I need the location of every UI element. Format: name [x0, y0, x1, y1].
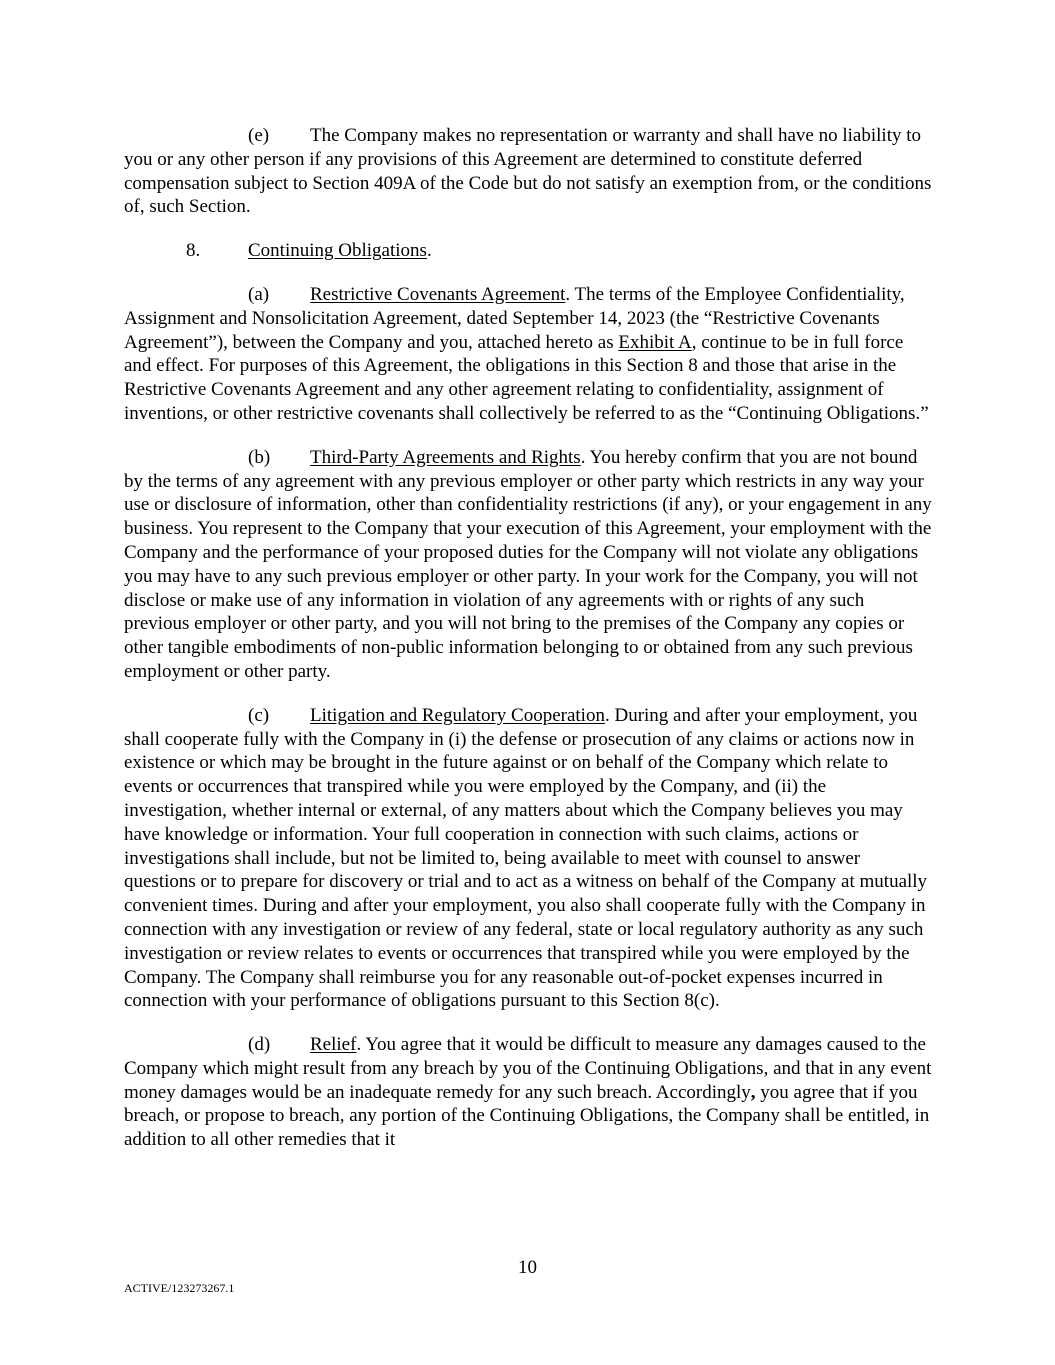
paragraph-8d [124, 1033, 932, 1152]
paragraph-text: . The terms of the Employee Confidentiality, Assignment and Nonsolicitation Agreement, dated September 14, 2023 (the “Restrictive Covenants Agreement”), between the Company and you, attached hereto as [124, 283, 905, 353]
paragraph-text: . You hereby confirm that you are not bound by the terms of any agreement with any previous employer or other party which restricts in any way your use or disclosure of information, other than confidentiality restrictions (if any), or your engagement in any business. You represent to the Company that your execution of this Agreement, your employment with the Company and the performance of your proposed duties for the Company will not violate any obligations you may have to any such previous employer or other party. In your work for the Company, you will not disclose or make use of any information in violation of any agreements with or rights of any such previous employer or other party, and you will not bring to the premises of the Company any copies or other tangible embodiments of non-public information belonging to or obtained from any such previous employment or other party. [124, 446, 932, 682]
paragraph-label: (c) [248, 704, 270, 726]
paragraph-8c [124, 704, 932, 1013]
paragraph-label: (a) [248, 283, 270, 305]
paragraph-title: Third-Party Agreements and Rights [310, 446, 581, 468]
paragraph-text: . You agree that it would be difficult to measure any damages caused to the Company which might result from any breach by you of the Continuing Obligations, and that in any event money damages would be an inadequate remedy for any such breach. Accordingly [124, 1034, 932, 1103]
paragraph-title: Restrictive Covenants Agreement [310, 283, 566, 305]
paragraph-text: , continue to be in full force and effect. For purposes of this Agreement, the obligations in this Section 8 and those that arise in the Restrictive Covenants Agreement and any other agreement relating to confidentiality, assignment of inventions, or other restrictive covenants shall collectively be referred to as the “Continuing Obligations.” [124, 331, 929, 424]
paragraph-label: (e) [248, 125, 270, 146]
paragraph-text: . During and after your employment, you shall cooperate fully with the Company in (i) the defense or prosecution of any claims or actions now in existence or which may be brought in the future against or on behalf of the Company which relate to events or occurrences that transpired while you were employed by the Company, and (ii) the investigation, whether internal or external, of any matters about which the Company believes you may have knowledge or information. Your full cooperation in connection with such claims, actions or investigations shall include, but not be limited to, being available to meet with counsel to answer questions or to prepare for discovery or trial and to act as a witness on behalf of the Company at mutually convenient times. During and after your employment, you also shall cooperate fully with the Company in connection with any investigation or review of any federal, state or local regulatory authority as any such investigation or review relates to events or occurrences that transpired while you were employed by the Company. The Company shall reimburse you for any reasonable out-of-pocket expenses incurred in connection with your performance of obligations pursuant to this Section 8(c). [124, 704, 928, 1012]
paragraph-label: (b) [248, 446, 271, 468]
paragraph-title: Relief [310, 1034, 357, 1056]
paragraph-text: The Company makes no representation or warranty and shall have no liability to you or any other person if any provisions of this Agreement are determined to constitute deferred compensation subject to Section 409A of the Code but do not satisfy an exemption from, or the conditions of, such Section. [124, 125, 932, 218]
paragraph-8b [124, 446, 932, 684]
paragraph-7e [124, 124, 932, 219]
paragraph-8a [124, 283, 932, 426]
page-number: 10 [518, 1257, 537, 1278]
bold-comma: , [750, 1081, 756, 1103]
paragraph-title: Litigation and Regulatory Cooperation [310, 704, 605, 726]
section-8-heading [124, 239, 932, 263]
document-id: ACTIVE/123273267.1 [124, 1281, 235, 1295]
section-number: 8. [186, 240, 201, 262]
section-title-period: . [426, 240, 432, 262]
page-content [124, 124, 932, 1172]
section-title: Continuing Obligations [248, 240, 427, 262]
paragraph-label: (d) [248, 1034, 271, 1056]
exhibit-reference: Exhibit A [618, 331, 692, 353]
paragraph-text: you agree that if you breach, or propose to breach, any portion of the Continuing Obligations, the Company shall be entitled, in addition to all other remedies that it [124, 1081, 930, 1151]
